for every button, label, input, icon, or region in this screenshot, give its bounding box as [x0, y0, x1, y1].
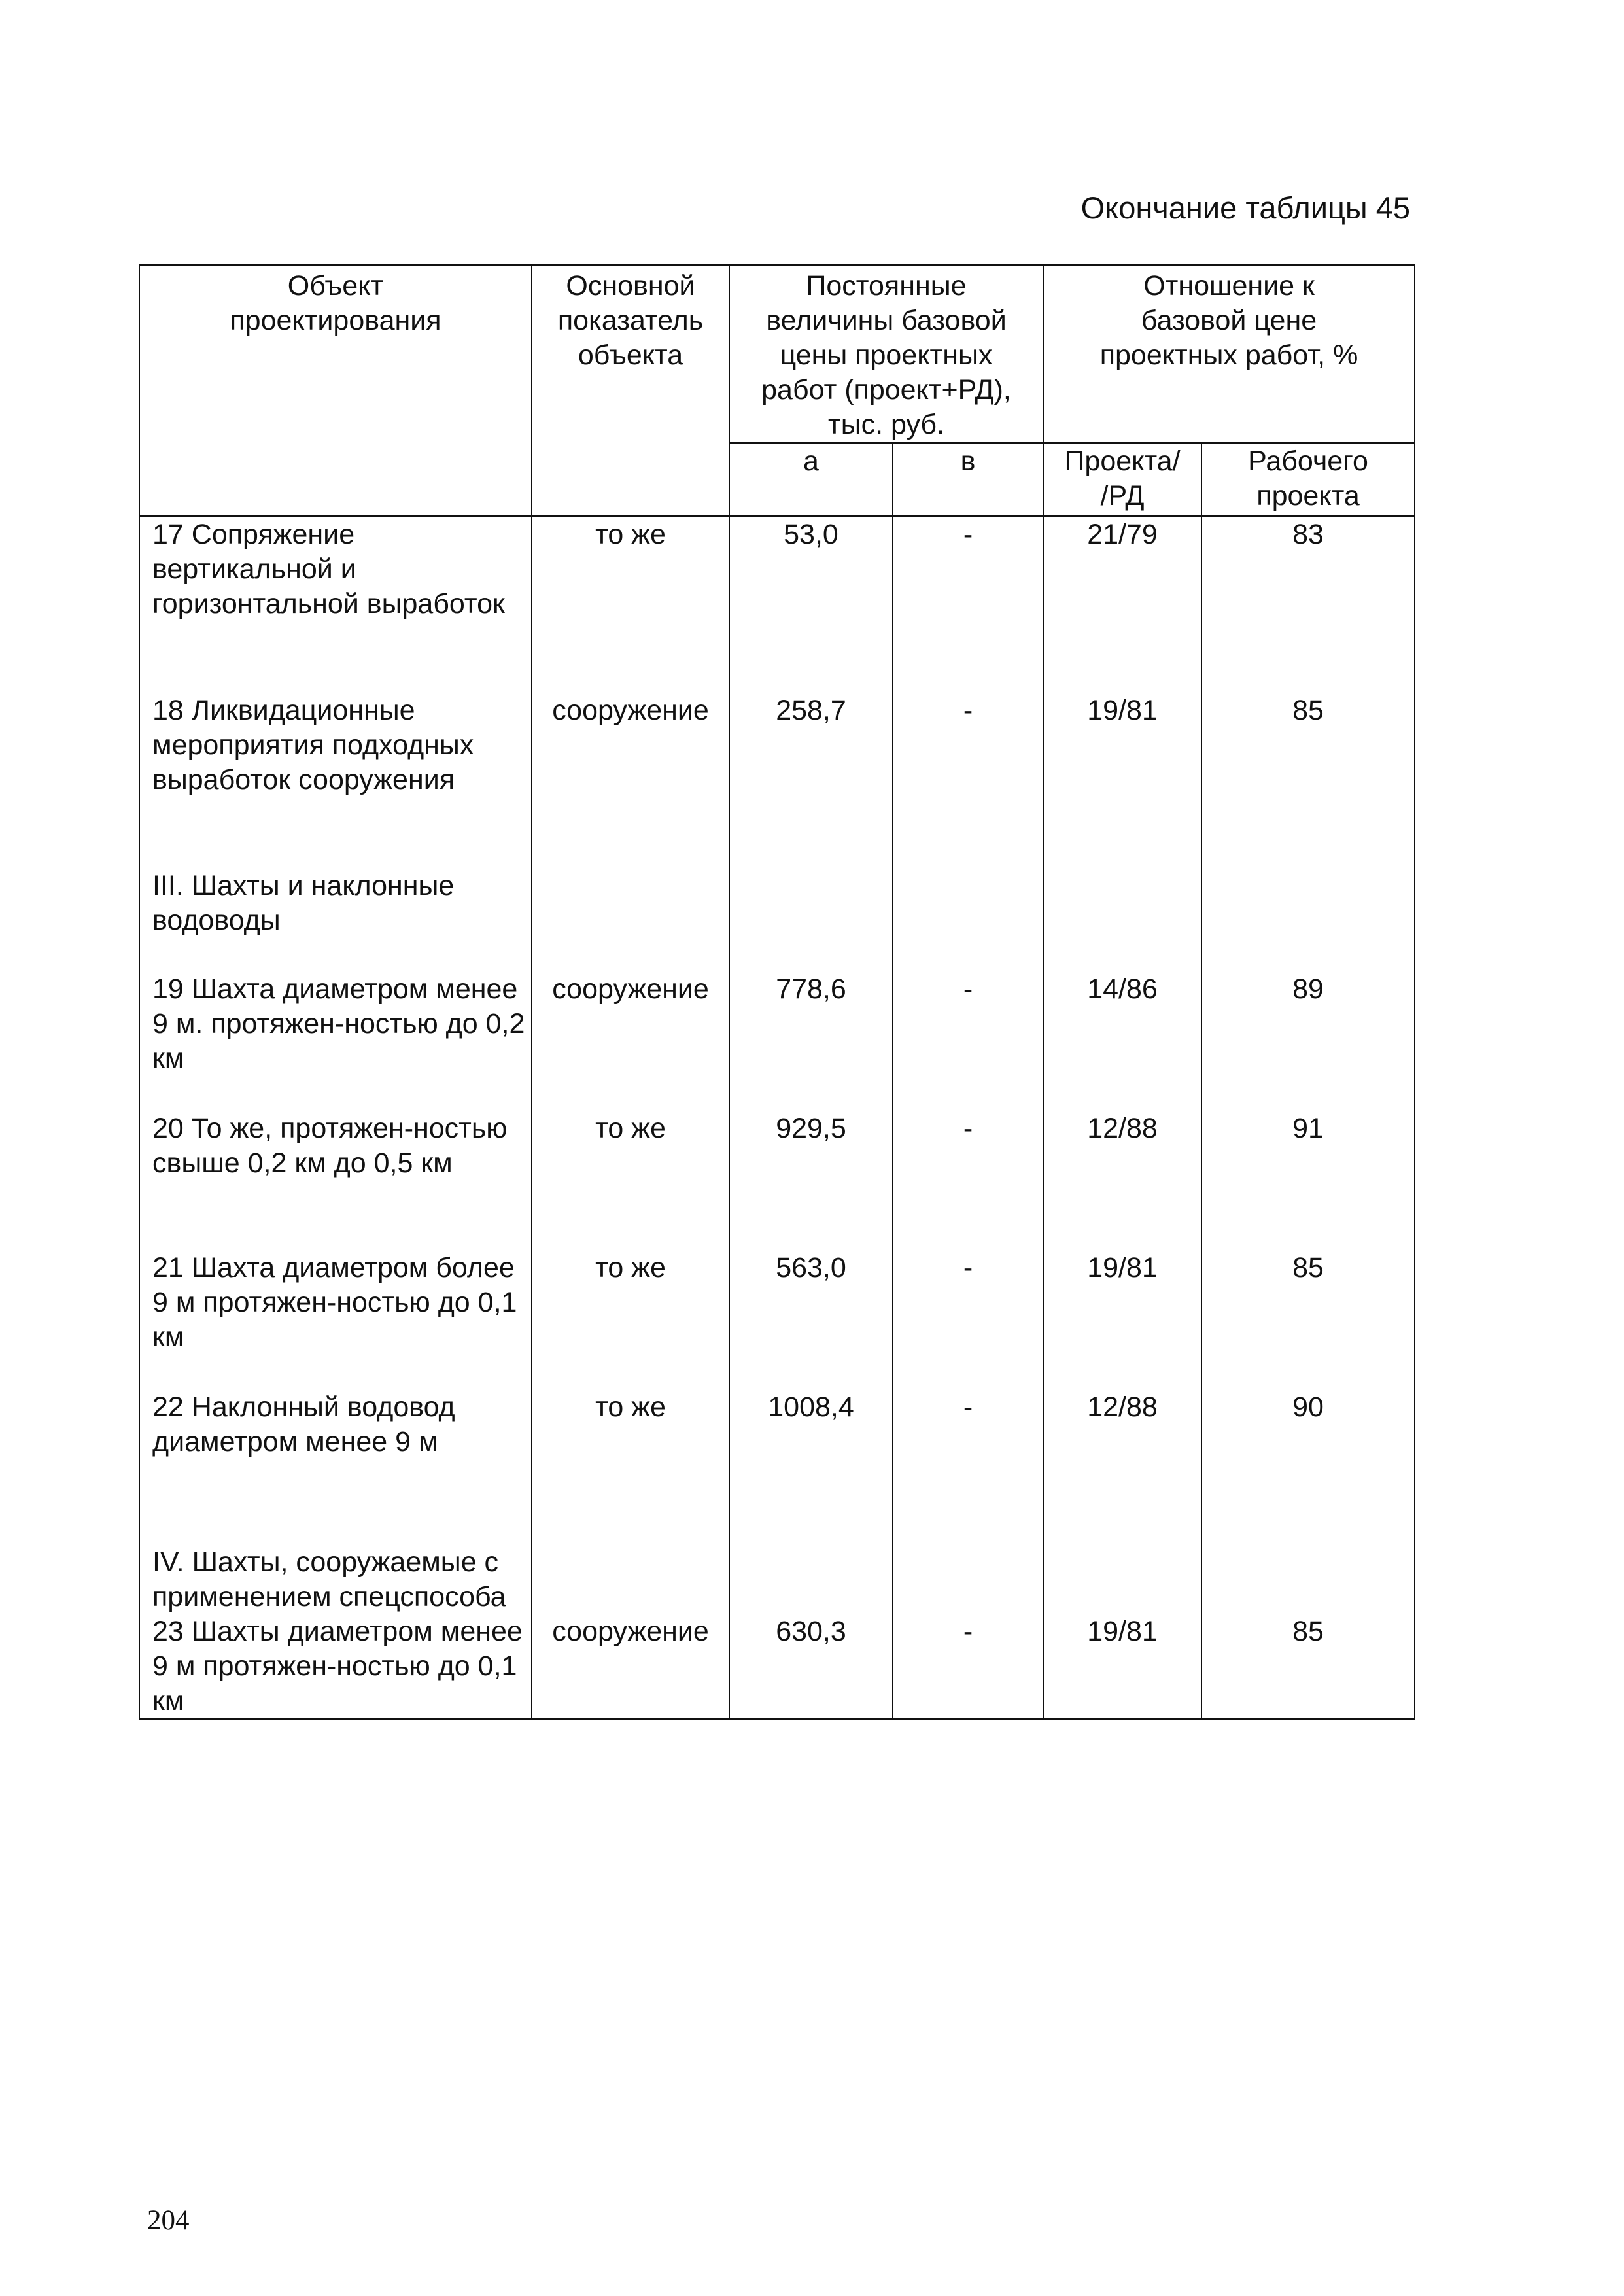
value-v-cell: - — [893, 516, 1043, 693]
project-rd-cell: 14/86 — [1043, 972, 1201, 1111]
value-v-cell: - — [893, 693, 1043, 869]
value-a-cell: 1008,4 — [729, 1390, 893, 1545]
working-project-cell: 85 — [1201, 693, 1415, 869]
working-project-cell: 85 — [1201, 1251, 1415, 1390]
section-heading: IV. Шахты, сооружаемые с применением спецспособа — [139, 1545, 532, 1614]
value-a-cell: 929,5 — [729, 1111, 893, 1251]
indicator-cell: сооружение — [532, 693, 729, 869]
value-a-cell: 258,7 — [729, 693, 893, 869]
price-table — [139, 264, 1415, 1720]
value-a-cell: 53,0 — [729, 516, 893, 693]
object-cell: 21 Шахта диаметром более 9 м протяжен-ностью до 0,1 км — [139, 1251, 532, 1390]
header-ratio: Отношение к базовой цене проектных работ, % — [1043, 265, 1415, 443]
project-rd-cell: 19/81 — [1043, 1614, 1201, 1720]
section-row — [139, 1545, 1415, 1614]
object-cell: 22 Наклонный водовод диаметром менее 9 м — [139, 1390, 532, 1545]
header-main-indicator: Основной показатель объекта — [532, 265, 729, 516]
table-row — [139, 1614, 1415, 1720]
header-object: Объект проектирования — [139, 265, 532, 516]
project-rd-cell: 19/81 — [1043, 693, 1201, 869]
table-row — [139, 972, 1415, 1111]
working-project-cell: 91 — [1201, 1111, 1415, 1251]
object-cell: 23 Шахты диаметром менее 9 м протяжен-ностью до 0,1 км — [139, 1614, 532, 1720]
page-number: 204 — [147, 2205, 190, 2236]
object-cell: 19 Шахта диаметром менее 9 м. протяжен-ностью до 0,2 км — [139, 972, 532, 1111]
project-rd-cell: 12/88 — [1043, 1390, 1201, 1545]
project-rd-cell: 12/88 — [1043, 1111, 1201, 1251]
table-row — [139, 1390, 1415, 1545]
working-project-cell: 85 — [1201, 1614, 1415, 1720]
value-a-cell: 563,0 — [729, 1251, 893, 1390]
working-project-cell: 83 — [1201, 516, 1415, 693]
working-project-cell: 90 — [1201, 1390, 1415, 1545]
table-row — [139, 693, 1415, 869]
indicator-cell: сооружение — [532, 1614, 729, 1720]
indicator-cell: то же — [532, 516, 729, 693]
value-v-cell: - — [893, 1111, 1043, 1251]
indicator-cell: сооружение — [532, 972, 729, 1111]
working-project-cell: 89 — [1201, 972, 1415, 1111]
table-row — [139, 1111, 1415, 1251]
indicator-cell: то же — [532, 1111, 729, 1251]
section-heading: III. Шахты и наклонные водоводы — [139, 869, 532, 972]
header-sub-project-rd: Проекта/ /РД — [1043, 443, 1201, 516]
table-row — [139, 1251, 1415, 1390]
value-a-cell: 778,6 — [729, 972, 893, 1111]
indicator-cell: то же — [532, 1251, 729, 1390]
header-constant-values: Постоянные величины базовой цены проектных работ (проект+РД), тыс. руб. — [729, 265, 1043, 443]
value-v-cell: - — [893, 1251, 1043, 1390]
header-sub-v: в — [893, 443, 1043, 516]
section-row — [139, 869, 1415, 972]
project-rd-cell: 21/79 — [1043, 516, 1201, 693]
header-sub-a: а — [729, 443, 893, 516]
value-a-cell: 630,3 — [729, 1614, 893, 1720]
project-rd-cell: 19/81 — [1043, 1251, 1201, 1390]
value-v-cell: - — [893, 1614, 1043, 1720]
table-row — [139, 516, 1415, 693]
object-cell: 17 Сопряжение вертикальной и горизонтальной выработок — [139, 516, 532, 693]
header-sub-working-project: Рабочего проекта — [1201, 443, 1415, 516]
value-v-cell: - — [893, 972, 1043, 1111]
value-v-cell: - — [893, 1390, 1043, 1545]
table-caption: Окончание таблицы 45 — [1080, 190, 1410, 225]
object-cell: 18 Ликвидационные мероприятия подходных выработок сооружения — [139, 693, 532, 869]
indicator-cell: то же — [532, 1390, 729, 1545]
object-cell: 20 То же, протяжен-ностью свыше 0,2 км до 0,5 км — [139, 1111, 532, 1251]
